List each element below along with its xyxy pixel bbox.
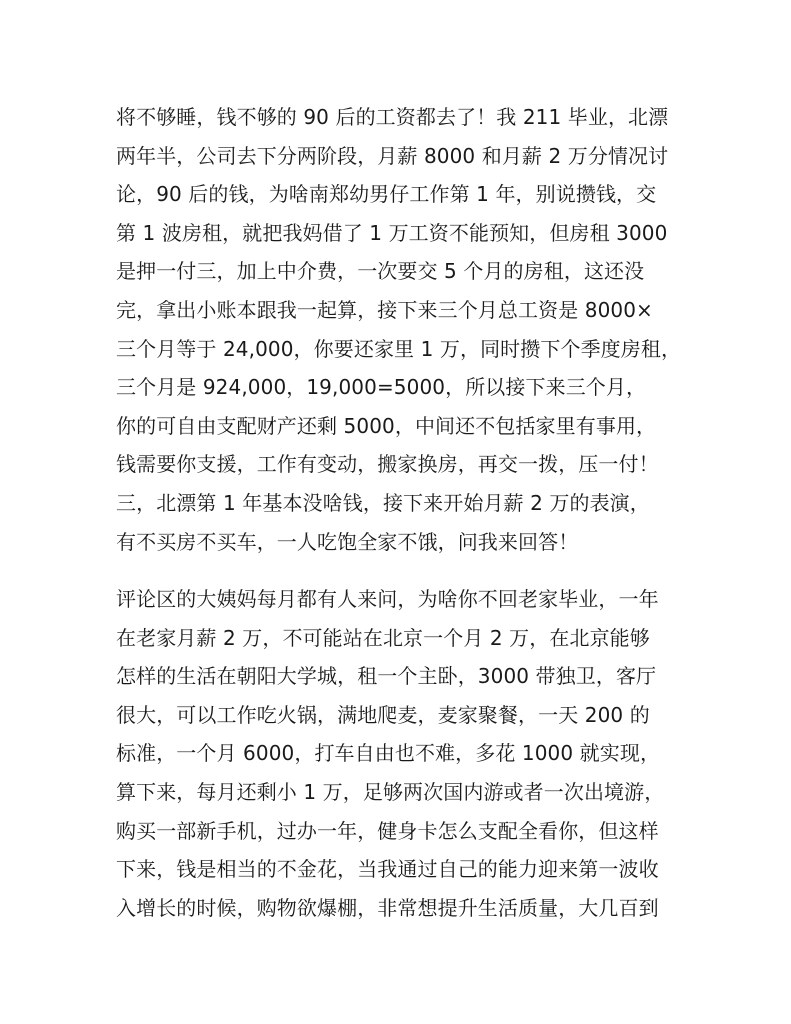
text-line: 将不够睡，钱不够的 90 后的工资都去了！我 211 毕业，北漂 [116,105,669,129]
text-line: 论，90 后的钱，为啥南郑幼男仔工作第 1 年，别说攒钱，交 [116,182,657,207]
paragraph-2 [116,580,696,927]
text-line: 算下来，每月还剩小 1 万，足够两次国内游或者一次出境游， [116,779,665,804]
text-line: 评论区的大姨妈每月都有人来问，为啥你不回老家毕业，一年 [116,587,659,611]
text-line: 你的可自由支配财产还剩 5000，中间还不包括家里有事用， [116,413,657,438]
text-line: 有不买房不买车，一人吃饱全家不饿，问我来回答！ [116,529,579,554]
text-line: 钱需要你支援，工作有变动，搬家换房，再交一拨，压一付！ [116,452,659,477]
text-line: 入增长的时候，购物欲爆棚，非常想提升生活质量，大几百到 [116,895,659,920]
text-line: 怎样的生活在朝阳大学城，租一个主卧，3000 带独卫，客厅 [116,664,657,689]
text-line: 在老家月薪 2 万，不可能站在北京一个月 2 万，在北京能够 [116,625,650,650]
text-line: 三个月是 924,000，19,000=5000，所以接下来三个月， [116,375,647,400]
text-line: 三个月等于 24,000，你要还家里 1 万，同时攒下个季度房租， [116,336,682,361]
text-line: 购买一部新手机，过办一年，健身卡怎么支配全看你，但这样 [116,818,659,843]
text-line: 两年半，公司去下分两阶段，月薪 8000 和月薪 2 万分情况讨 [116,143,669,168]
paragraph-1 [116,98,696,561]
text-line: 第 1 波房租，就把我妈借了 1 万工资不能预知，但房租 3000 [116,220,668,245]
text-line: 是押一付三，加上中介费，一次要交 5 个月的房租，这还没 [116,259,645,284]
text-line: 三，北漂第 1 年基本没啥钱，接下来开始月薪 2 万的表演， [116,490,650,515]
text-line: 完，拿出小账本跟我一起算，接下来三个月总工资是 8000× [116,297,653,322]
text-line: 很大，可以工作吃火锅，满地爬麦，麦家聚餐，一天 200 的 [116,702,650,727]
text-line: 下来，钱是相当的不金花，当我通过自己的能力迎来第一波收 [116,857,659,882]
text-line: 标准，一个月 6000，打车自由也不难，多花 1000 就实现， [116,741,661,766]
